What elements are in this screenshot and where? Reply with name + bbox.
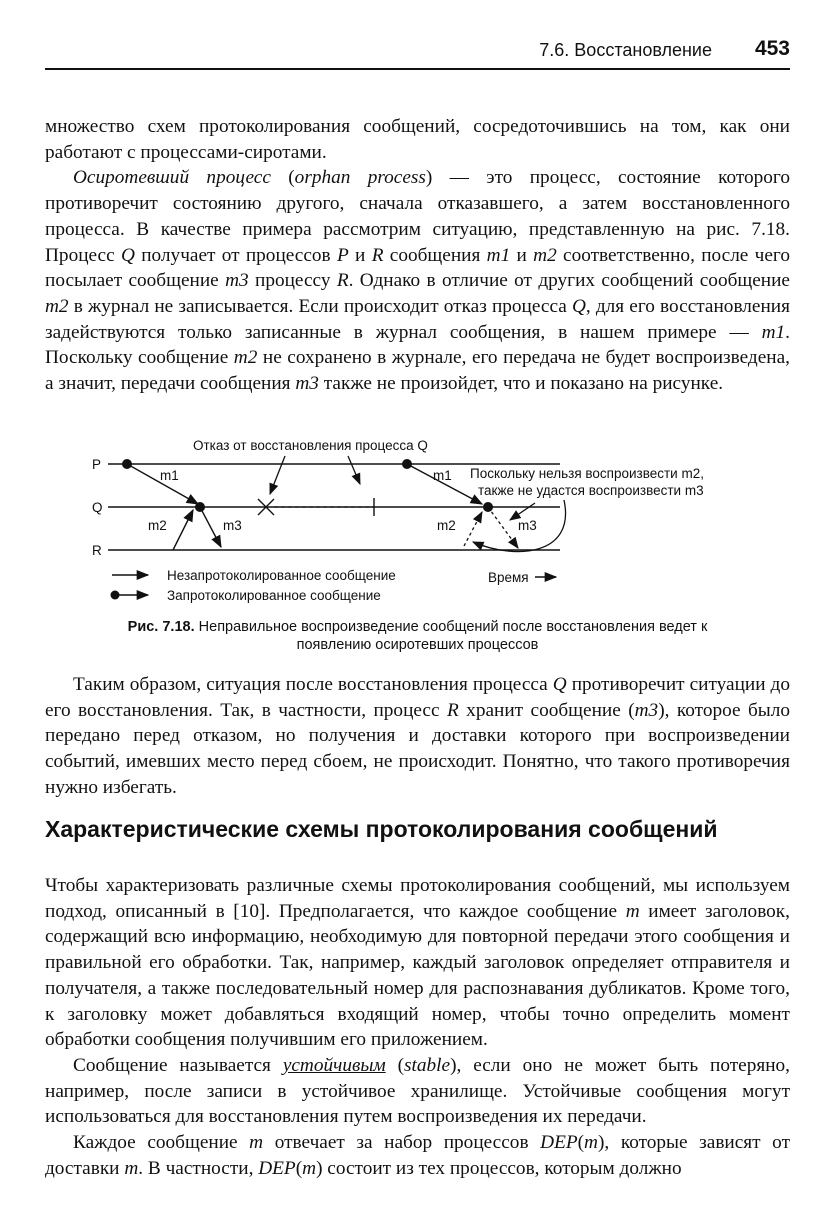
italic-term: orphan process: [294, 167, 426, 189]
message-m2: [173, 510, 193, 550]
italic-term: stable: [404, 1054, 451, 1076]
caption-text: Неправильное воспроизведение сообщений после восстановления ведет к появлению осиротевших процессов: [194, 619, 708, 653]
italic-term: R: [336, 270, 349, 292]
paragraph-approach: Чтобы характеризовать различные схемы протоколирования сообщений, мы используем подход, описанный в [10]. Предполагается, что каждое сообщение m имеет заголовок, содержащий всю информацию, необходимую для повторной передачи этого сообщения и правильной его обработки. Так, например, каждый заголовок определяет отправителя и получателя, а также последовательный номер для распознавания дубликатов. Кроме того, к заголовку может добавляться входящий номер, чтобы точно определить момент обработки сообщения получившим его приложением.: [45, 875, 790, 1051]
figure-caption: [90, 618, 745, 654]
note-line-2: также не удастся воспроизвести m3: [478, 483, 704, 498]
italic-term: m: [584, 1132, 598, 1154]
label-p: P: [92, 457, 102, 472]
paragraphs-characteristic: [45, 873, 790, 1181]
italic-term: m: [124, 1157, 139, 1179]
italic-term: P: [336, 244, 349, 266]
running-header: [45, 38, 790, 70]
figure-orphan-process: [90, 438, 760, 608]
label-m3-replay: m3: [518, 518, 537, 533]
italic-term: m: [249, 1132, 264, 1154]
note-line-1: Поскольку нельзя воспроизвести m2,: [470, 466, 704, 481]
label-r: R: [92, 543, 102, 558]
section-heading: Характеристические схемы протоколирования сообщений: [45, 816, 718, 842]
italic-term: m3: [634, 699, 659, 721]
header-section-title: 7.6. Восстановление: [539, 40, 712, 60]
label-m2-first: m2: [148, 518, 167, 533]
italic-term: R: [446, 699, 459, 721]
message-m3-lost: [488, 507, 518, 548]
legend-unlogged-label: Незапротоколированное сообщение: [167, 568, 396, 583]
italic-term: m2: [233, 347, 258, 369]
label-q: Q: [92, 500, 103, 515]
caption-label: Рис. 7.18.: [127, 619, 195, 635]
italic-term: m: [302, 1157, 317, 1179]
italic-term: Q: [571, 295, 586, 317]
message-m2-lost: [464, 512, 482, 546]
legend-logged-label: Запротоколированное сообщение: [167, 588, 381, 603]
page-number: 453: [754, 37, 790, 60]
label-m1-first: m1: [160, 468, 179, 483]
failure-arrow-1: [270, 456, 285, 494]
label-m3-first: m3: [223, 518, 242, 533]
time-label: Время: [488, 570, 529, 585]
italic-term: Q: [120, 244, 135, 266]
italic-term: Q: [552, 674, 567, 695]
label-m1-replay: m1: [433, 468, 452, 483]
paragraph-dep: Каждое сообщение m отвечает за набор процессов DEP(m), которые зависят от доставки m. В частности, DEP(m) состоит из тех процессов, которым должно: [45, 1132, 790, 1179]
italic-term: DEP: [540, 1132, 578, 1154]
paragraph-contradiction: Таким образом, ситуация после восстановления процесса Q противоречит ситуации до его восстановления. Так, в частности, процесс R хранит сообщение (m3), которое было передано перед отказом, но получения и доставки которого при воспроизведении событий, имевших место перед сбоем, не происходит. Понятно, что такого противоречия нужно избегать.: [45, 674, 790, 798]
italic-term: DEP: [258, 1157, 296, 1179]
italic-term: устойчивым: [282, 1054, 386, 1076]
italic-term: m1: [486, 244, 511, 266]
label-m2-replay: m2: [437, 518, 456, 533]
italic-term: Осиротевший процесс: [73, 167, 271, 189]
italic-term: m: [625, 900, 640, 922]
italic-term: m3: [295, 373, 319, 395]
failure-arrow-2: [348, 456, 360, 484]
italic-term: m2: [45, 295, 69, 317]
paragraph-orphan-process: Осиротевший процесс (orphan process) — это процесс, состояние которого противоречит состоянию другого, сначала отказавшего, а затем восстановленного процесса. В качестве примера рассмотрим ситуацию, представленную на рис. 7.18. Процесс Q получает от процессов P и R сообщения m1 и m2 соответственно, после чего посылает сообщение m3 процессу R. Однако в отличие от других сообщений сообщение m2 в журнал не записывается. Если происходит отказ процесса Q, для его восстановления задействуются только записанные в журнал сообщения, в нашем примере — m1. Поскольку сообщение m2 не сохранено в журнале, его передача не будет воспроизведена, а значит, передачи сообщения m3 также не произойдет, что и показано на рисунке.: [45, 167, 791, 395]
italic-term: R: [371, 244, 384, 266]
paragraph-stable: Сообщение называется устойчивым (stable), если оно не может быть потеряно, например, после записи в устойчивое хранилище. Устойчивые сообщения могут использоваться для восстановления путем воспроизведения их передачи.: [45, 1054, 790, 1128]
paragraph-continuation: множество схем протоколирования сообщений, сосредоточившись на том, как они работают с процессами-сиротами.: [45, 116, 790, 163]
paragraph-consequence: [45, 672, 790, 801]
intro-paragraphs: [45, 114, 790, 397]
italic-term: m3: [225, 270, 249, 292]
label-failure: Отказ от восстановления процесса Q: [193, 438, 428, 453]
message-m3: [200, 507, 221, 547]
italic-term: m2: [533, 244, 557, 266]
italic-term: m1: [761, 321, 786, 343]
